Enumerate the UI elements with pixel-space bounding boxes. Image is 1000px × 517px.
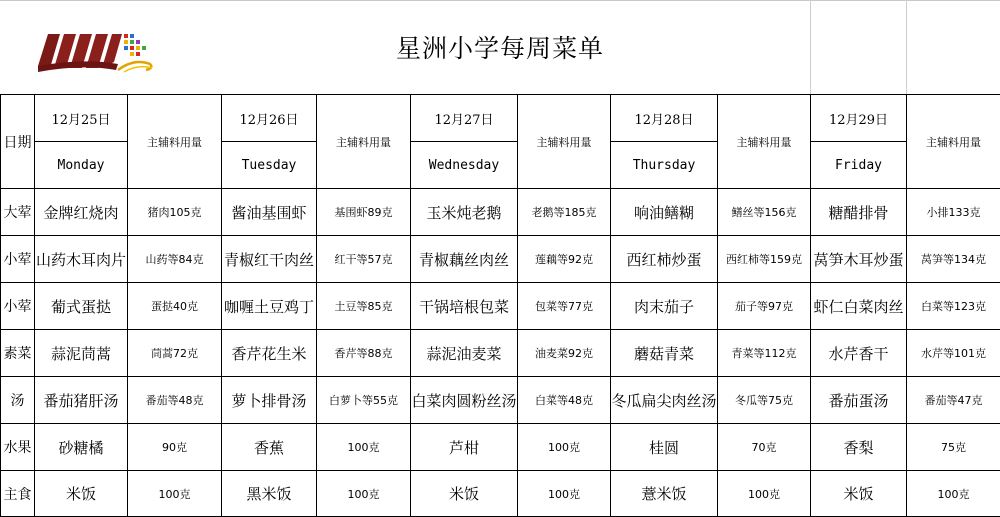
qty-cell: 西红柿等159克 bbox=[718, 236, 811, 283]
menu-row bbox=[1, 189, 1000, 236]
dish-cell: 香蕉 bbox=[222, 424, 317, 471]
qty-header: 主辅料用量 bbox=[718, 95, 811, 189]
qty-cell: 小排133克 bbox=[907, 189, 1000, 236]
qty-cell: 老鹅等185克 bbox=[518, 189, 611, 236]
qty-cell: 基围虾89克 bbox=[317, 189, 411, 236]
dish-cell: 萝卜排骨汤 bbox=[222, 377, 317, 424]
page-title: 星洲小学每周菜单 bbox=[395, 34, 604, 63]
row-label: 大荤 bbox=[1, 189, 35, 236]
qty-header: 主辅料用量 bbox=[518, 95, 611, 189]
qty-cell: 100克 bbox=[718, 471, 811, 517]
dish-cell: 山药木耳肉片 bbox=[35, 236, 128, 283]
dish-cell: 冬瓜扁尖肉丝汤 bbox=[611, 377, 718, 424]
qty-cell: 水芹等101克 bbox=[907, 330, 1000, 377]
dish-cell: 响油鳝糊 bbox=[611, 189, 718, 236]
qty-cell: 冬瓜等75克 bbox=[718, 377, 811, 424]
dish-cell: 酱油基围虾 bbox=[222, 189, 317, 236]
header bbox=[0, 0, 1000, 94]
weekly-menu-table bbox=[0, 94, 1000, 517]
dish-cell: 葡式蛋挞 bbox=[35, 283, 128, 330]
row-label: 小荤 bbox=[1, 236, 35, 283]
dish-cell: 玉米炖老鹅 bbox=[411, 189, 518, 236]
weekday-cell: Thursday bbox=[611, 142, 718, 189]
dish-cell: 青椒藕丝肉丝 bbox=[411, 236, 518, 283]
menu-row bbox=[1, 330, 1000, 377]
qty-cell: 包菜等77克 bbox=[518, 283, 611, 330]
qty-cell: 75克 bbox=[907, 424, 1000, 471]
menu-row bbox=[1, 471, 1000, 517]
date-cell: 12月28日 bbox=[611, 95, 718, 142]
date-cell: 12月29日 bbox=[811, 95, 907, 142]
row-label: 主食 bbox=[1, 471, 35, 517]
qty-cell: 香芹等88克 bbox=[317, 330, 411, 377]
weekday-cell: Wednesday bbox=[411, 142, 518, 189]
qty-cell: 100克 bbox=[317, 471, 411, 517]
dish-cell: 水芹香干 bbox=[811, 330, 907, 377]
dish-cell: 西红柿炒蛋 bbox=[611, 236, 718, 283]
qty-cell: 山药等84克 bbox=[128, 236, 222, 283]
qty-cell: 莴笋等134克 bbox=[907, 236, 1000, 283]
dish-cell: 蘑菇青菜 bbox=[611, 330, 718, 377]
dish-cell: 番茄蛋汤 bbox=[811, 377, 907, 424]
dish-cell: 肉末茄子 bbox=[611, 283, 718, 330]
qty-cell: 油麦菜92克 bbox=[518, 330, 611, 377]
qty-cell: 70克 bbox=[718, 424, 811, 471]
dish-cell: 蒜泥油麦菜 bbox=[411, 330, 518, 377]
dish-cell: 金牌红烧肉 bbox=[35, 189, 128, 236]
dish-cell: 莴笋木耳炒蛋 bbox=[811, 236, 907, 283]
qty-cell: 茼蒿72克 bbox=[128, 330, 222, 377]
qty-cell: 白菜等48克 bbox=[518, 377, 611, 424]
menu-row bbox=[1, 424, 1000, 471]
menu-row bbox=[1, 283, 1000, 330]
dish-cell: 番茄猪肝汤 bbox=[35, 377, 128, 424]
qty-header: 主辅料用量 bbox=[907, 95, 1000, 189]
qty-cell: 100克 bbox=[317, 424, 411, 471]
dish-cell: 桂圆 bbox=[611, 424, 718, 471]
qty-cell: 茄子等97克 bbox=[718, 283, 811, 330]
qty-cell: 100克 bbox=[907, 471, 1000, 517]
qty-cell: 100克 bbox=[128, 471, 222, 517]
qty-cell: 白菜等123克 bbox=[907, 283, 1000, 330]
date-column-label: 日期 bbox=[1, 95, 35, 189]
qty-cell: 红干等57克 bbox=[317, 236, 411, 283]
weekday-cell: Tuesday bbox=[222, 142, 317, 189]
dish-cell: 砂糖橘 bbox=[35, 424, 128, 471]
dish-cell: 香芹花生米 bbox=[222, 330, 317, 377]
dish-cell: 干锅培根包菜 bbox=[411, 283, 518, 330]
menu-row bbox=[1, 377, 1000, 424]
date-cell: 12月25日 bbox=[35, 95, 128, 142]
row-label: 素菜 bbox=[1, 330, 35, 377]
dish-cell: 米饭 bbox=[35, 471, 128, 517]
top-border bbox=[0, 0, 1000, 1]
dish-cell: 米饭 bbox=[411, 471, 518, 517]
dish-cell: 青椒红干肉丝 bbox=[222, 236, 317, 283]
qty-header: 主辅料用量 bbox=[128, 95, 222, 189]
dish-cell: 蒜泥茼蒿 bbox=[35, 330, 128, 377]
dish-cell: 米饭 bbox=[811, 471, 907, 517]
qty-cell: 土豆等85克 bbox=[317, 283, 411, 330]
qty-cell: 番茄等47克 bbox=[907, 377, 1000, 424]
dish-cell: 糖醋排骨 bbox=[811, 189, 907, 236]
weekday-cell: Monday bbox=[35, 142, 128, 189]
row-label: 水果 bbox=[1, 424, 35, 471]
dish-cell: 薏米饭 bbox=[611, 471, 718, 517]
qty-cell: 鳝丝等156克 bbox=[718, 189, 811, 236]
dish-cell: 白菜肉圆粉丝汤 bbox=[411, 377, 518, 424]
dish-cell: 黑米饭 bbox=[222, 471, 317, 517]
qty-cell: 莲藕等92克 bbox=[518, 236, 611, 283]
date-cell: 12月27日 bbox=[411, 95, 518, 142]
qty-cell: 100克 bbox=[518, 424, 611, 471]
dish-cell: 芦柑 bbox=[411, 424, 518, 471]
weekday-cell: Friday bbox=[811, 142, 907, 189]
qty-header: 主辅料用量 bbox=[317, 95, 411, 189]
row-label: 汤 bbox=[1, 377, 35, 424]
qty-cell: 猪肉105克 bbox=[128, 189, 222, 236]
date-row bbox=[1, 95, 1000, 142]
dish-cell: 咖喱土豆鸡丁 bbox=[222, 283, 317, 330]
qty-cell: 青菜等112克 bbox=[718, 330, 811, 377]
qty-cell: 90克 bbox=[128, 424, 222, 471]
row-label: 小荤 bbox=[1, 283, 35, 330]
qty-cell: 番茄等48克 bbox=[128, 377, 222, 424]
qty-cell: 100克 bbox=[518, 471, 611, 517]
dish-cell: 虾仁白菜肉丝 bbox=[811, 283, 907, 330]
dish-cell: 香梨 bbox=[811, 424, 907, 471]
qty-cell: 白萝卜等55克 bbox=[317, 377, 411, 424]
date-cell: 12月26日 bbox=[222, 95, 317, 142]
menu-row bbox=[1, 236, 1000, 283]
qty-cell: 蛋挞40克 bbox=[128, 283, 222, 330]
